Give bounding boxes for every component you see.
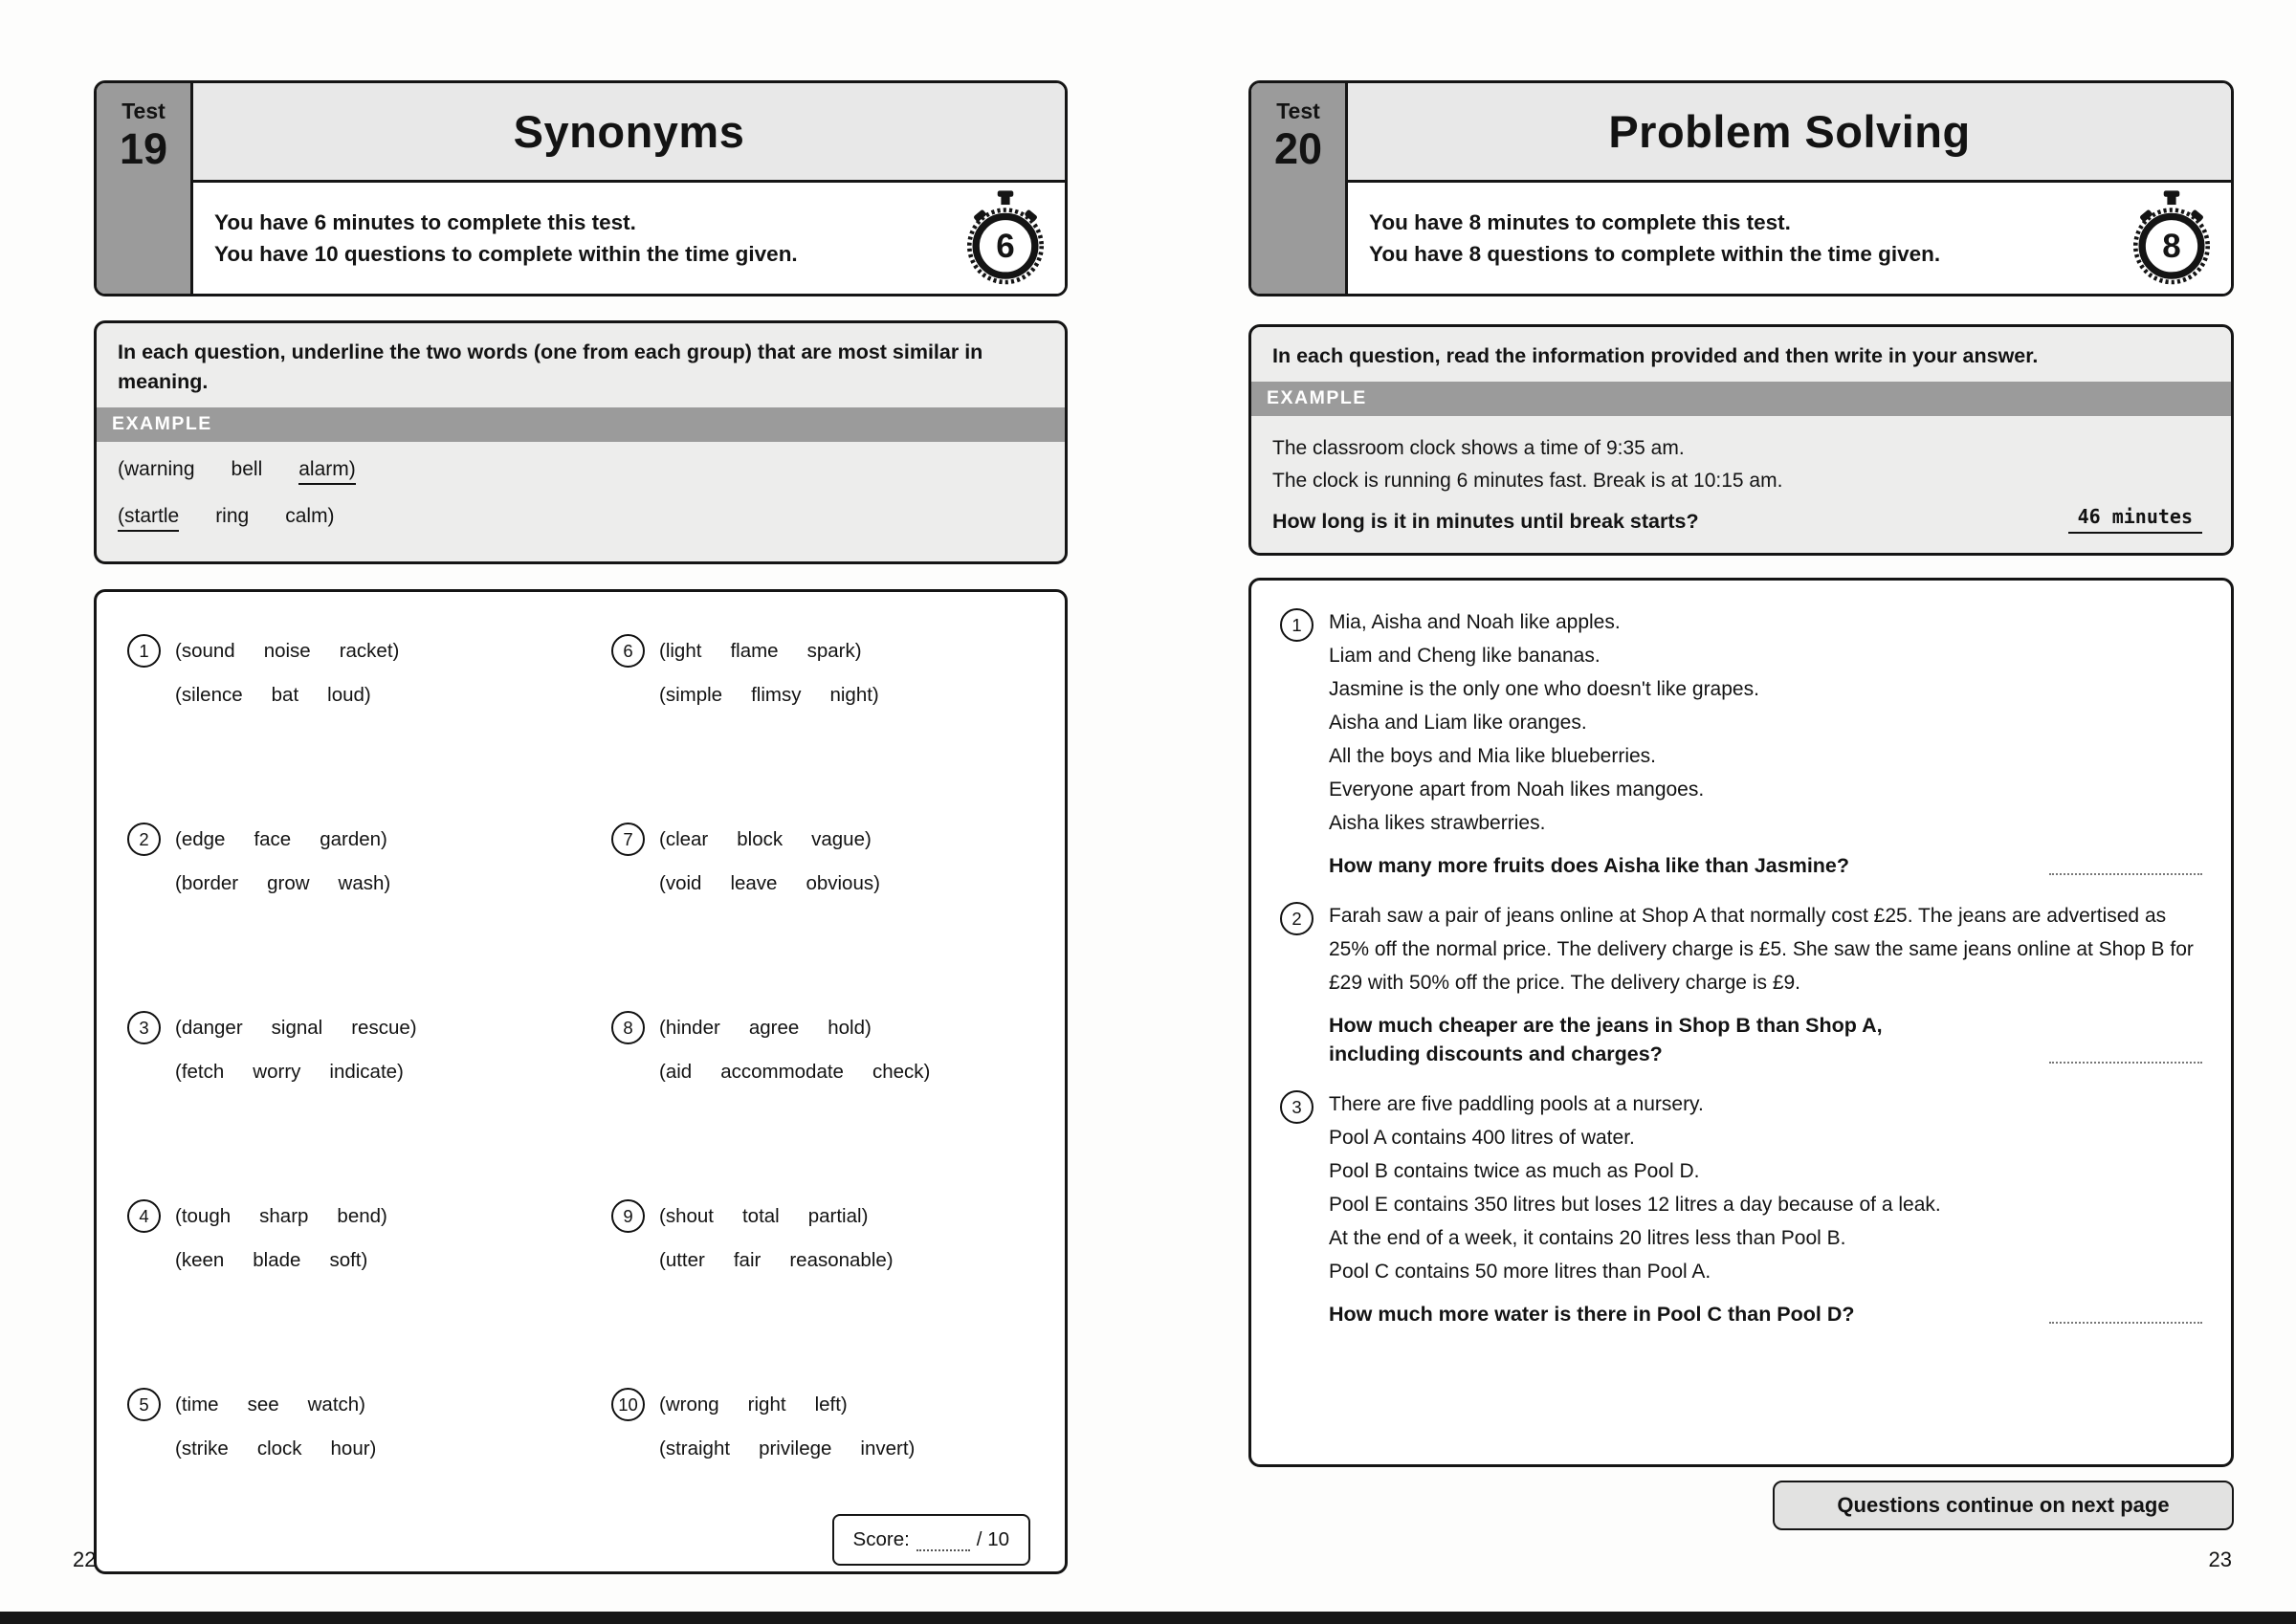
word: soft) xyxy=(329,1249,368,1271)
word: (silence xyxy=(175,684,243,706)
word: racket) xyxy=(339,639,400,662)
question-number: 3 xyxy=(127,1011,161,1044)
word: face xyxy=(254,827,292,850)
test-number: 20 xyxy=(1273,124,1323,173)
word-underlined: (startle xyxy=(118,505,179,532)
question-number: 6 xyxy=(611,634,645,668)
stopwatch-icon xyxy=(2128,189,2216,287)
word: garden) xyxy=(320,827,387,850)
word-group xyxy=(659,1437,1065,1460)
question-item xyxy=(611,634,1065,823)
question-count-line: You have 8 questions to complete within the time given. xyxy=(1369,241,1941,266)
word: signal xyxy=(271,1016,323,1039)
word-group xyxy=(175,1394,365,1416)
question-prompt: How many more fruits does Aisha like than Jasmine? xyxy=(1329,854,1850,877)
score-label: Score: xyxy=(852,1528,910,1550)
word: (shout xyxy=(659,1204,714,1227)
answer-line xyxy=(2049,873,2202,875)
word: (light xyxy=(659,639,702,662)
test-label: Test xyxy=(1276,99,1320,123)
question-number: 8 xyxy=(611,1011,645,1044)
question-prompt-row xyxy=(1329,1300,2202,1328)
word: (border xyxy=(175,872,239,894)
question-number: 9 xyxy=(611,1199,645,1233)
word: rescue) xyxy=(351,1016,417,1039)
word-group xyxy=(659,872,1065,895)
word-group xyxy=(659,1017,872,1040)
test-number-badge xyxy=(97,83,193,294)
word: (straight xyxy=(659,1437,731,1459)
word-group xyxy=(659,1061,1065,1084)
example-row xyxy=(118,458,1044,485)
word: (danger xyxy=(175,1016,243,1039)
word: flimsy xyxy=(751,684,802,706)
example-statement: The clock is running 6 minutes fast. Break is at 10:15 am. xyxy=(1272,470,1783,493)
word: right xyxy=(747,1393,786,1416)
page-left xyxy=(73,80,1068,1574)
word: night) xyxy=(829,684,879,706)
word: hour) xyxy=(330,1437,377,1459)
statement-line: Everyone apart from Noah likes mangoes. xyxy=(1329,779,1705,801)
statement-line: Jasmine is the only one who doesn't like grapes. xyxy=(1329,678,1759,700)
question-number: 2 xyxy=(127,823,161,856)
word-group xyxy=(175,684,581,707)
test-info-lines xyxy=(214,204,954,274)
statement-line: Pool B contains twice as much as Pool D. xyxy=(1329,1160,1700,1183)
statement-line: Aisha and Liam like oranges. xyxy=(1329,712,1587,734)
example-question-row xyxy=(1272,505,2210,534)
word: fair xyxy=(733,1249,762,1271)
word: grow xyxy=(267,872,310,894)
word: (edge xyxy=(175,827,226,850)
word: left) xyxy=(814,1393,848,1416)
word: worry xyxy=(253,1061,301,1083)
instructions-text: In each question, read the information provided and then write in your answer. xyxy=(1272,344,2039,367)
word: (tough xyxy=(175,1204,232,1227)
word: bell xyxy=(231,458,263,481)
question-number: 1 xyxy=(1280,608,1314,642)
question-body xyxy=(1329,605,2202,880)
question-prompt-row xyxy=(1329,851,2202,880)
word: obvious) xyxy=(806,872,880,894)
question-prompt-row xyxy=(1329,1011,2202,1068)
test-number: 19 xyxy=(119,124,168,173)
word: (hinder xyxy=(659,1016,720,1039)
answer-line xyxy=(2049,1062,2202,1064)
question-number: 2 xyxy=(1280,902,1314,935)
word: flame xyxy=(730,639,779,662)
question-item xyxy=(611,823,1065,1011)
word: (strike xyxy=(175,1437,229,1459)
question-item xyxy=(127,1388,581,1576)
word: (utter xyxy=(659,1249,705,1271)
word-group xyxy=(175,640,399,663)
score-total: / 10 xyxy=(976,1528,1009,1550)
word: ring xyxy=(215,505,250,528)
question-prompt: How much cheaper are the jeans in Shop B than Shop A, including discounts and charges? xyxy=(1329,1014,1883,1066)
word-group xyxy=(175,1437,581,1460)
test-header xyxy=(1248,80,2234,296)
example-label: EXAMPLE xyxy=(1251,382,2231,416)
question-number: 3 xyxy=(1280,1090,1314,1124)
page-right xyxy=(1248,80,2234,1571)
question-item xyxy=(611,1199,1065,1388)
word-group xyxy=(175,828,387,851)
word: privilege xyxy=(759,1437,832,1459)
word-group xyxy=(175,1249,581,1272)
questions-box xyxy=(1248,578,2234,1467)
answer-line xyxy=(2049,1322,2202,1324)
word-group xyxy=(659,640,862,663)
word-group xyxy=(659,828,872,851)
word: total xyxy=(741,1204,780,1227)
question-number: 5 xyxy=(127,1388,161,1421)
word-group xyxy=(659,1205,868,1228)
question-number: 4 xyxy=(127,1199,161,1233)
statement-paragraph: Farah saw a pair of jeans online at Shop A that normally cost £25. The jeans are advertised as 25% off the normal price. The delivery charge is £5. She saw the same jeans online at Shop B for £29 with 50% off the price. The delivery charge is £9. xyxy=(1329,905,2194,995)
test-info-lines xyxy=(1369,204,2120,274)
word: blade xyxy=(253,1249,301,1271)
word: block xyxy=(737,827,784,850)
example-label: EXAMPLE xyxy=(97,407,1065,442)
word: spark) xyxy=(806,639,862,662)
page-number: 23 xyxy=(2208,1547,2232,1571)
test-label: Test xyxy=(121,99,166,123)
word: (fetch xyxy=(175,1061,225,1083)
word: indicate) xyxy=(329,1061,404,1083)
word: (simple xyxy=(659,684,723,706)
word: reasonable) xyxy=(789,1249,894,1271)
continue-banner: Questions continue on next page xyxy=(1773,1481,2234,1530)
test-title: Synonyms xyxy=(193,83,1065,183)
word-group xyxy=(175,1205,387,1228)
word: clock xyxy=(256,1437,302,1459)
instructions-panel xyxy=(1248,324,2234,556)
page-edge-strip xyxy=(0,1612,2296,1624)
timer-value: 8 xyxy=(2162,228,2181,266)
word-group xyxy=(175,1017,417,1040)
example-row xyxy=(118,505,1044,532)
question-body xyxy=(1329,1087,2202,1328)
example-question: How long is it in minutes until break starts? xyxy=(1272,510,1699,534)
test-header-right xyxy=(1348,83,2231,294)
question-body xyxy=(1329,899,2202,1068)
question-item xyxy=(1280,1087,2202,1328)
question-item xyxy=(1280,899,2202,1068)
question-item xyxy=(127,634,581,823)
word: bend) xyxy=(337,1204,387,1227)
test-number-badge xyxy=(1251,83,1348,294)
word-group xyxy=(175,872,581,895)
test-header xyxy=(94,80,1068,296)
word: (wrong xyxy=(659,1393,719,1416)
word-group xyxy=(659,1394,848,1416)
word: partial) xyxy=(807,1204,869,1227)
score-answer-line xyxy=(916,1536,970,1551)
word: (warning xyxy=(118,458,195,481)
word-group xyxy=(175,1061,581,1084)
question-item xyxy=(611,1011,1065,1199)
test-header-right xyxy=(193,83,1065,294)
test-header-info xyxy=(1348,183,2231,294)
question-number: 10 xyxy=(611,1388,645,1421)
statement-line: There are five paddling pools at a nursery. xyxy=(1329,1093,1704,1116)
test-header-info xyxy=(193,183,1065,294)
question-prompt: How much more water is there in Pool C than Pool D? xyxy=(1329,1303,1855,1327)
example-body xyxy=(97,442,1065,561)
statement-line: Pool A contains 400 litres of water. xyxy=(1329,1127,1635,1150)
word: (clear xyxy=(659,827,709,850)
word: (aid xyxy=(659,1061,693,1083)
word: (keen xyxy=(175,1249,225,1271)
word: leave xyxy=(730,872,778,894)
word: check) xyxy=(872,1061,931,1083)
timer-value: 6 xyxy=(996,228,1015,266)
question-count-line: You have 10 questions to complete within the time given. xyxy=(214,241,798,266)
word: vague) xyxy=(811,827,872,850)
example-body xyxy=(1251,416,2231,543)
statement-line: Mia, Aisha and Noah like apples. xyxy=(1329,611,1621,633)
test-title: Problem Solving xyxy=(1348,83,2231,183)
questions-box xyxy=(94,589,1068,1574)
question-item xyxy=(1280,605,2202,880)
word: noise xyxy=(263,639,311,662)
word: wash) xyxy=(338,872,391,894)
word: watch) xyxy=(307,1393,366,1416)
instructions-text: In each question, underline the two words (one from each group) that are most similar in meaning. xyxy=(118,340,983,394)
word: invert) xyxy=(860,1437,916,1459)
statement-line: Pool E contains 350 litres but loses 12 litres a day because of a leak. xyxy=(1329,1194,1941,1217)
word: hold) xyxy=(828,1016,872,1039)
questions-column-1 xyxy=(97,634,581,1571)
instructions-panel xyxy=(94,320,1068,564)
question-number: 1 xyxy=(127,634,161,668)
word: agree xyxy=(748,1016,800,1039)
word: accommodate xyxy=(720,1061,844,1083)
statement-line: All the boys and Mia like blueberries. xyxy=(1329,745,1657,767)
questions-column-2 xyxy=(581,634,1065,1571)
word: (void xyxy=(659,872,702,894)
statement-line: Aisha likes strawberries. xyxy=(1329,812,1546,834)
page-number: 22 xyxy=(73,1547,97,1571)
question-number: 7 xyxy=(611,823,645,856)
question-item xyxy=(127,1011,581,1199)
question-item xyxy=(127,823,581,1011)
word: (time xyxy=(175,1393,219,1416)
statement-line: Pool C contains 50 more litres than Pool A. xyxy=(1329,1261,1711,1284)
word: see xyxy=(247,1393,279,1416)
word: loud) xyxy=(327,684,371,706)
example-answer: 46 minutes xyxy=(2068,505,2202,534)
statement-line: At the end of a week, it contains 20 litres less than Pool B. xyxy=(1329,1227,1846,1250)
time-limit-line: You have 6 minutes to complete this test. xyxy=(214,209,636,234)
word: calm) xyxy=(285,505,335,528)
word: (sound xyxy=(175,639,235,662)
score-box xyxy=(832,1514,1030,1566)
stopwatch-icon xyxy=(961,189,1049,287)
word-underlined: alarm) xyxy=(298,458,356,485)
word: sharp xyxy=(259,1204,309,1227)
word-group xyxy=(659,684,1065,707)
word: bat xyxy=(271,684,299,706)
question-item xyxy=(127,1199,581,1388)
word-group xyxy=(659,1249,1065,1272)
example-statement: The classroom clock shows a time of 9:35 am. xyxy=(1272,437,1685,460)
statement-line: Liam and Cheng like bananas. xyxy=(1329,645,1601,667)
time-limit-line: You have 8 minutes to complete this test. xyxy=(1369,209,1791,234)
